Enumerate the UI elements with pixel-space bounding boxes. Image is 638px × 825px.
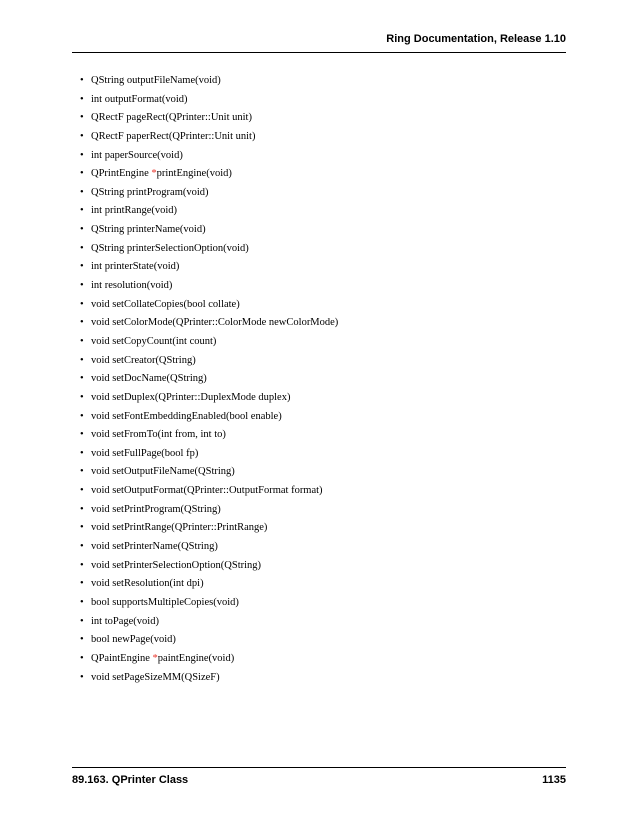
bullet-icon: •: [80, 93, 84, 105]
method-signature: void setCopyCount(int count): [91, 335, 217, 347]
bullet-icon: •: [80, 559, 84, 571]
bullet-icon: •: [80, 75, 84, 86]
method-signature-rest: printEngine(void): [156, 168, 232, 180]
bullet-icon: •: [80, 634, 84, 646]
running-footer: [72, 771, 566, 789]
method-signature: QString outputFileName(void): [91, 75, 221, 86]
list-item: [80, 669, 338, 688]
footer-rule: [72, 767, 566, 768]
method-signature: void setPrinterName(QString): [91, 541, 218, 553]
footer-section-title: 89.163. QPrinter Class: [72, 774, 189, 786]
list-item: [80, 296, 338, 315]
method-signature-rest: paintEngine(void): [157, 652, 235, 664]
method-signature: void setDocName(QString): [91, 373, 207, 385]
list-item: [80, 463, 338, 482]
list-item: [80, 128, 338, 147]
method-signature: void setCollateCopies(bool collate): [91, 298, 240, 310]
bullet-icon: •: [80, 652, 84, 664]
method-signature: bool supportsMultipleCopies(void): [91, 596, 239, 608]
list-item: [80, 240, 338, 259]
bullet-icon: •: [80, 429, 84, 441]
list-item: [80, 389, 338, 408]
method-signature: QString printerName(void): [91, 224, 206, 236]
method-signature: void setFullPage(bool fp): [91, 447, 199, 459]
list-item: [80, 333, 338, 352]
bullet-icon: •: [80, 671, 84, 683]
bullet-icon: •: [80, 522, 84, 534]
list-item: [80, 445, 338, 464]
list-item: [80, 594, 338, 613]
method-signature: int toPage(void): [91, 615, 159, 627]
list-item: [80, 314, 338, 333]
list-item: [80, 501, 338, 520]
method-signature: void setResolution(int dpi): [91, 578, 204, 590]
list-item: [80, 109, 338, 128]
pointer-asterisk: *: [152, 652, 158, 664]
bullet-icon: •: [80, 466, 84, 478]
list-item: [80, 370, 338, 389]
method-signature: void setPrintRange(QPrinter::PrintRange): [91, 522, 268, 534]
bullet-icon: •: [80, 130, 84, 142]
method-signature: void setPrintProgram(QString): [91, 503, 221, 515]
method-signature: QPaintEngine: [91, 652, 153, 664]
method-signature: void setOutputFileName(QString): [91, 466, 235, 478]
method-signature: int outputFormat(void): [91, 93, 188, 105]
bullet-icon: •: [80, 391, 84, 403]
list-item: [80, 538, 338, 557]
list-item: [80, 408, 338, 427]
method-signature: QPrintEngine: [91, 168, 152, 180]
method-signature: QString printerSelectionOption(void): [91, 242, 249, 254]
bullet-icon: •: [80, 112, 84, 124]
bullet-icon: •: [80, 335, 84, 347]
bullet-icon: •: [80, 447, 84, 459]
list-item: [80, 352, 338, 371]
bullet-icon: •: [80, 541, 84, 553]
list-item: [80, 613, 338, 632]
bullet-icon: •: [80, 578, 84, 590]
list-item: [80, 72, 338, 91]
list-item: [80, 650, 338, 669]
method-signature: void setCreator(QString): [91, 354, 196, 366]
list-item: [80, 575, 338, 594]
bullet-icon: •: [80, 242, 84, 254]
list-item: [80, 258, 338, 277]
method-signature: void setPageSizeMM(QSizeF): [91, 671, 220, 683]
method-list: [80, 72, 338, 687]
method-signature: bool newPage(void): [91, 634, 176, 646]
list-item: [80, 147, 338, 166]
method-signature: void setFontEmbeddingEnabled(bool enable): [91, 410, 282, 422]
method-signature: QRectF paperRect(QPrinter::Unit unit): [91, 130, 256, 142]
list-item: [80, 426, 338, 445]
list-item: [80, 221, 338, 240]
bullet-icon: •: [80, 168, 84, 180]
bullet-icon: •: [80, 410, 84, 422]
method-signature: int resolution(void): [91, 280, 173, 292]
bullet-icon: •: [80, 503, 84, 515]
method-signature: void setColorMode(QPrinter::ColorMode newColorMode): [91, 317, 339, 329]
bullet-icon: •: [80, 261, 84, 273]
bullet-icon: •: [80, 615, 84, 627]
bullet-icon: •: [80, 317, 84, 329]
method-signature: int printerState(void): [91, 261, 180, 273]
list-item: [80, 519, 338, 538]
bullet-icon: •: [80, 186, 84, 198]
list-item: [80, 165, 338, 184]
bullet-icon: •: [80, 354, 84, 366]
bullet-icon: •: [80, 596, 84, 608]
bullet-icon: •: [80, 205, 84, 217]
list-item: [80, 557, 338, 576]
method-signature: void setFromTo(int from, int to): [91, 429, 226, 441]
page-number: 1135: [542, 774, 566, 786]
bullet-icon: •: [80, 298, 84, 310]
method-signature: int printRange(void): [91, 205, 178, 217]
bullet-icon: •: [80, 280, 84, 292]
header-rule: [72, 52, 566, 53]
method-signature: QRectF pageRect(QPrinter::Unit unit): [91, 112, 252, 124]
method-signature: void setDuplex(QPrinter::DuplexMode duplex): [91, 391, 291, 403]
bullet-icon: •: [80, 224, 84, 236]
bullet-icon: •: [80, 149, 84, 161]
list-item: [80, 184, 338, 203]
running-header: Ring Documentation, Release 1.10: [386, 33, 566, 45]
list-item: [80, 91, 338, 110]
method-signature: void setOutputFormat(QPrinter::OutputFormat format): [91, 485, 323, 497]
method-signature: QString printProgram(void): [91, 186, 209, 198]
list-item: [80, 631, 338, 650]
list-item: [80, 277, 338, 296]
method-signature: int paperSource(void): [91, 149, 183, 161]
list-item: [80, 482, 338, 501]
method-signature: void setPrinterSelectionOption(QString): [91, 559, 262, 571]
pointer-asterisk: *: [151, 168, 157, 180]
bullet-icon: •: [80, 485, 84, 497]
bullet-icon: •: [80, 373, 84, 385]
list-item: [80, 202, 338, 221]
